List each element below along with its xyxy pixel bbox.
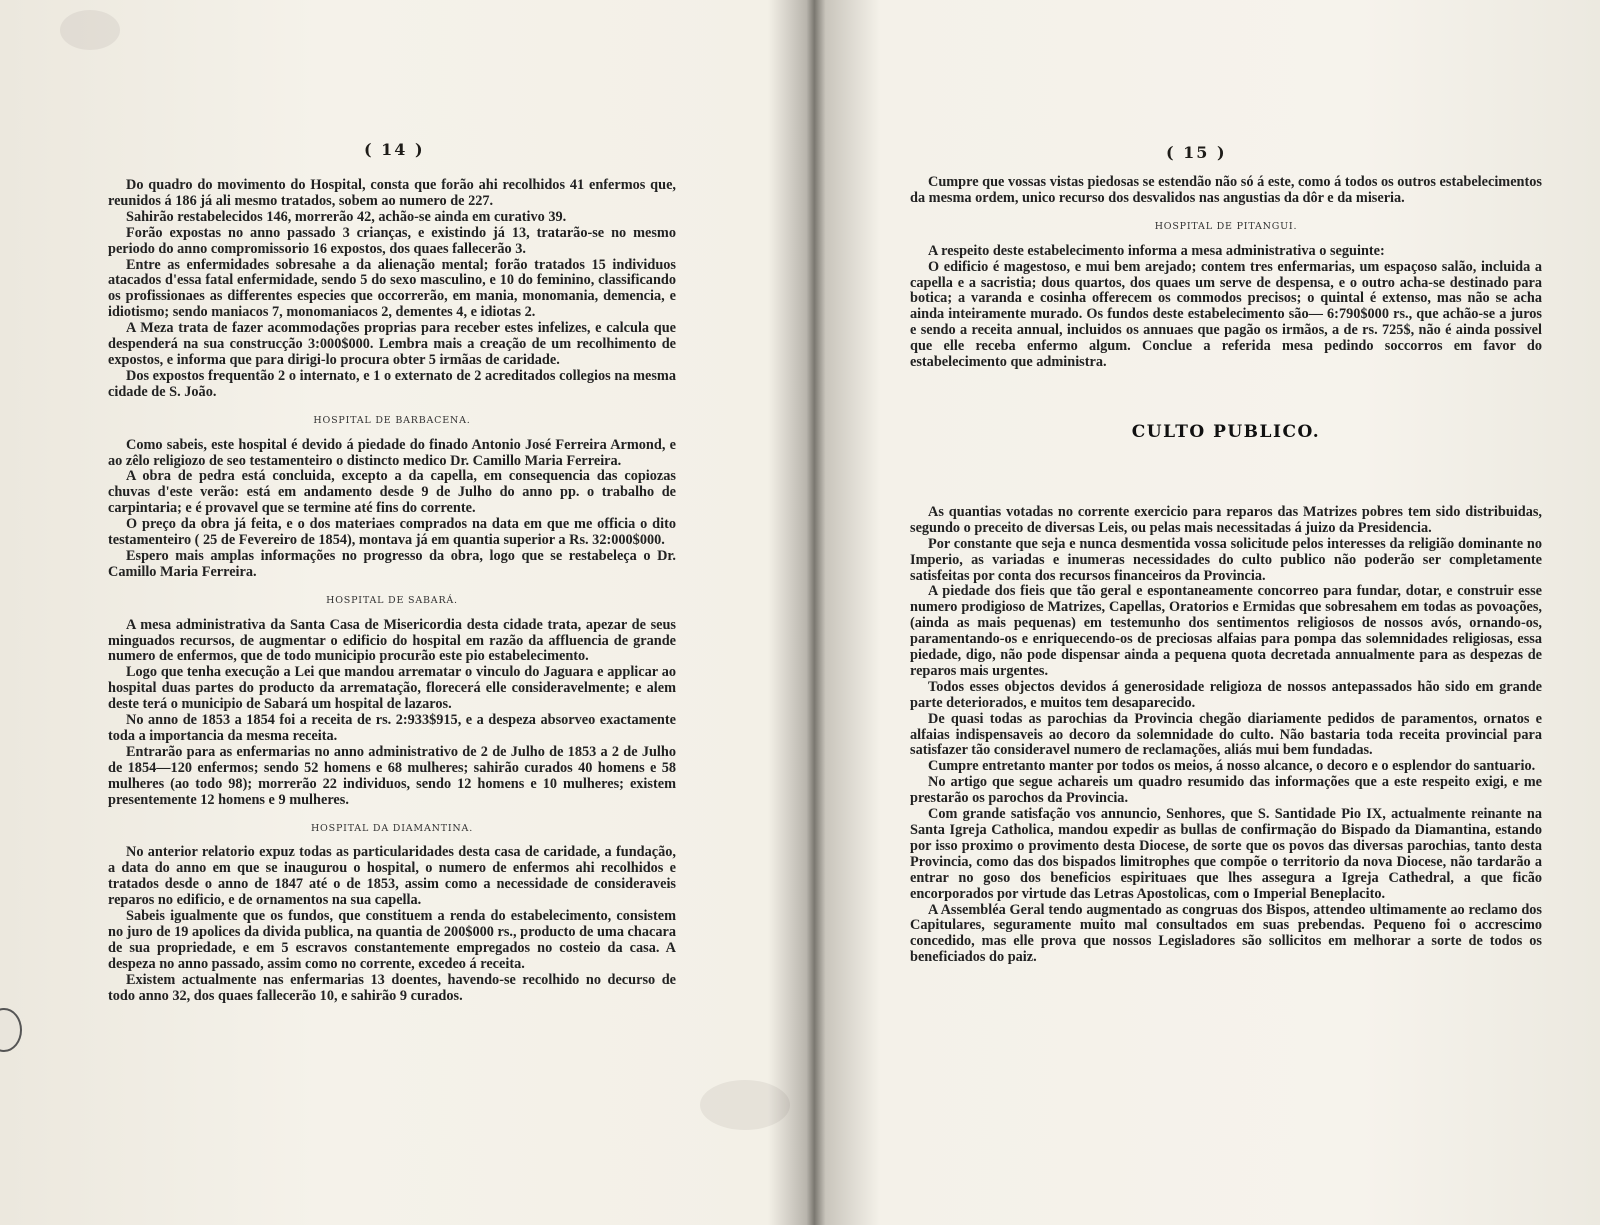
paragraph: Forão expostas no anno passado 3 crianças, e existindo já 13, tratarão-se no mesmo periodo do anno compromissorio 16 expostos, dos quaes fallecerão 3. <box>108 224 676 257</box>
binding-hole-mark <box>0 1008 22 1052</box>
section-title-culto-publico: CULTO PUBLICO. <box>1131 421 1321 442</box>
paragraphs-intro <box>108 178 676 401</box>
paragraph: A Assembléa Geral tendo augmentado as congruas dos Bispos, attendeo ultimamente ao reclamo dos Capitulares, seguramente muito mal consultados em suas prebendas. Pequeno foi o accrescimo concedido, mas elle prova que nossos Legisladores são sollicitos em melhorar a sorte de todos os beneficiados do paiz. <box>910 901 1542 966</box>
right-page <box>830 0 1600 1225</box>
paragraph: Com grande satisfação vos annuncio, Senhores, que S. Santidade Pio IX, actualmente reinante na Santa Igreja Catholica, mandou expedir as bullas de confirmação do Bispado da Diamantina, estando por isso proximo o provimento desta Diocese, de sorte que os povos das diversas parochias, tanto desta Provincia, como das dos bispados limitrophes que compõe o territorio da nova Diocese, não tardarão a entrar no goso dos beneficios espirituaes que lhes assegura a Igreja Cathedral, a que ficão encorporados por virtude das Letras Apostolicas, com o Imperial Beneplacito. <box>910 806 1542 902</box>
paragraph: Cumpre que vossas vistas piedosas se estendão não só á este, como á todos os outros estabelecimentos da mesma ordem, unico recurso dos desvalidos nas angustias da dôr e da miseria. <box>910 174 1542 206</box>
paragraphs-culto-publico <box>910 505 1542 966</box>
paragraph: Do quadro do movimento do Hospital, consta que forão ahi recolhidos 41 enfermos que, reunidos á 186 já ali mesmo tratados, sobem ao numero de 227. <box>108 177 676 209</box>
paragraph: No anterior relatorio expuz todas as particularidades desta casa de caridade, a fundação, a data do anno em que se inaugurou o hospital, o numero de enfermos ahi recolhidos e tratados desde o anno de 1847 até o de 1853, assim como a necessidade de consideraveis reparos no edificio, e de ornamentos na sua capella. <box>108 844 676 909</box>
paragraph: As quantias votadas no corrente exercicio para reparos das Matrizes pobres tem sido distribuidas, segundo o preceito de diversas Leis, ou pelas mais necessitadas á juizo da Presidencia. <box>910 503 1542 536</box>
paragraph: Sahirão restabelecidos 146, morrerão 42, achão-se ainda em curativo 39. <box>126 208 567 225</box>
paragraph: Cumpre entretanto manter por todos os meios, á nosso alcance, o decoro e o esplendor do santuario. <box>928 758 1536 775</box>
heading-hospital-sabara: HOSPITAL DE SABARÁ. <box>326 594 458 606</box>
paragraph: Dos expostos frequentão 2 o internato, e 1 o externato de 2 acreditados collegios na mesma cidade de S. João. <box>108 367 676 400</box>
paragraphs-sabara <box>108 618 676 809</box>
paragraph: Existem actualmente nas enfermarias 13 doentes, havendo-se recolhido no decurso de todo anno 32, dos quaes fallecerão 10, e sahirão 9 curados. <box>108 971 676 1004</box>
paragraphs-intro <box>910 175 1542 207</box>
paragraph: A respeito deste estabelecimento informa a mesa administrativa o seguinte: <box>928 242 1385 259</box>
paragraph: A piedade dos fieis que tão geral e espontaneamente concorreo para fundar, dotar, e construir esse numero prodigioso de Matrizes, Capellas, Oratorios e Ermidas que sobresahem em todas as povoações, (ainda as mais pequenas) em testemunho dos sentimentos religiosos de nossos avós, ornando-os, paramentando-os e enriquecendo-os de preciosas alfaias para pompa das solemnidades religiosas, essa piedade, digo, não pode dispensar ainda a pequena quota decretada annualmente para as despezas de reparos mais urgentes. <box>910 583 1542 679</box>
paragraph: O edificio é magestoso, e mui bem arejado; contem tres enfermarias, um espaçoso salão, incluida a capella e a sacristia; dous quartos, dos quaes um serve de despensa, e o outro acha-se destinado para botica; a varanda e cosinha offerecem os commodos precisos; o quintal é extenso, mas não se acha ainda inteiramente murado. Os fundos deste estabelecimento são— 6:790$000 rs., que achão-se a juros e sendo a receita annual, incluidos os annuaes que pagão os irmãos, a de rs. 725$, não é ainda possivel que elle receba enfermo algum. Conclue a referida mesa pedindo soccorros em favor do estabelecimento que administra. <box>910 258 1542 371</box>
paragraphs-diamantina <box>108 845 676 1004</box>
page-number: ( 15 ) <box>1166 143 1227 162</box>
paragraph: A Meza trata de fazer acommodações proprias para receber estes infelizes, e calcula que despenderá na sua construcção 3:000$000. Lembra mais a creação de um recolhimento de expostos, e informa que para dirigi-lo procura obter 5 irmãas de caridade. <box>108 320 676 368</box>
heading-hospital-diamantina: HOSPITAL DA DIAMANTINA. <box>310 822 474 834</box>
paragraph: Todos esses objectos devidos á generosidade religioza de nossos antepassados hão sido em grande parte deteriorados, e muitos tem desaparecido. <box>910 678 1542 711</box>
paragraph: A mesa administrativa da Santa Casa de Misericordia desta cidade trata, apezar de seus minguados recursos, de augmentar o edificio do hospital em razão da affluencia de grande numero de enfermos, que de todo municipio procurão este pio estabelecimento. <box>108 616 676 665</box>
paragraphs-barbacena <box>108 438 676 581</box>
paragraph: De quasi todas as parochias da Provincia chegão diariamente pedidos de paramentos, ornatos e alfaias indispensaveis ao decoro da solemnidade do culto. Não bastaria toda receita provincial para satisfazer tão consideravel numero de reclamações, aliás mui bem fundadas. <box>910 710 1542 759</box>
heading-hospital-barbacena: HOSPITAL DE BARBACENA. <box>313 414 471 426</box>
paragraph: Por constante que seja e nunca desmentida vossa solicitude pelos interesses da religião dominante no Imperio, as variadas e inumeras necessidades do culto publico não poderão ser completamente satisfeitas por conta dos recursos financeiros da Provincia. <box>910 535 1542 584</box>
right-page-text <box>910 175 1542 966</box>
paragraph: Entrarão para as enfermarias no anno administrativo de 2 de Julho de 1853 a 2 de Julho de 1854—120 enfermos; sendo 52 homens e 68 mulheres; sahirão curados 40 homens e 58 mulheres (ao todo 98); morrerão 22 individuos, sendo 12 homens e 10 mulheres; existem presentemente 12 homens e 9 mulheres. <box>108 743 676 808</box>
paragraph: Espero mais amplas informações no progresso da obra, logo que se restabeleça o Dr. Camillo Maria Ferreira. <box>108 547 676 580</box>
paragraph: Como sabeis, este hospital é devido á piedade do finado Antonio José Ferreira Armond, e ao zêlo religiozo de seo testamenteiro o distincto medico Dr. Camillo Maria Ferreira. <box>108 436 676 469</box>
paragraphs-pitangui <box>910 244 1542 371</box>
left-page-text <box>108 178 676 1005</box>
page-number: ( 14 ) <box>364 140 425 159</box>
paragraph: No artigo que segue achareis um quadro resumido das informações que a este respeito exigi, e me prestarão os parochos da Provincia. <box>910 774 1542 807</box>
paragraph: A obra de pedra está concluida, excepto a da capella, em consequencia das copiozas chuvas d'este verão: está em andamento desde 9 de Julho do anno pp. o trabalho de carpintaria; e é provavel que se termine até fins do corrente. <box>108 468 676 517</box>
paragraph: Sabeis igualmente que os fundos, que constituem a renda do estabelecimento, consistem no juro de 19 apolices da divida publica, na quantia de 200$000 rs., producto de uma chacara de sua propriedade, e em 5 escravos constantemente empregados no costeio da casa. A despeza no anno passado, assim como no corrente, excedeo á receita. <box>108 908 676 972</box>
paragraph: Logo que tenha execução a Lei que mandou arrematar o vinculo do Jaguara e applicar ao hospital duas partes do producto da arrematação, florecerá elle consideravelmente; e alem deste terá o municipio de Sabará um hospital de lazaros. <box>108 664 676 713</box>
paragraph: O preço da obra já feita, e o dos materiaes comprados na data em que me officia o dito testamenteiro ( 25 de Fevereiro de 1854), montava já em quantia superior a Rs. 32:000$000. <box>108 516 676 549</box>
paragraph: Entre as enfermidades sobresahe a da alienação mental; forão tratados 15 individuos atacados d'essa fatal enfermidade, sendo 5 do sexo masculino, e 10 do feminino, classificando os profissionaes as differentes especies que occorrerão, em mania, monomania, demencia, e idiotismo; sendo maniacos 7, monomaniacos 2, dementes 4, e idiotas 2. <box>108 256 676 321</box>
heading-hospital-pitangui: HOSPITAL DE PITANGUI. <box>1154 220 1298 232</box>
paragraph: No anno de 1853 a 1854 foi a receita de rs. 2:933$915, e a despeza absorveo exactamente toda a importancia da mesma receita. <box>108 712 676 744</box>
